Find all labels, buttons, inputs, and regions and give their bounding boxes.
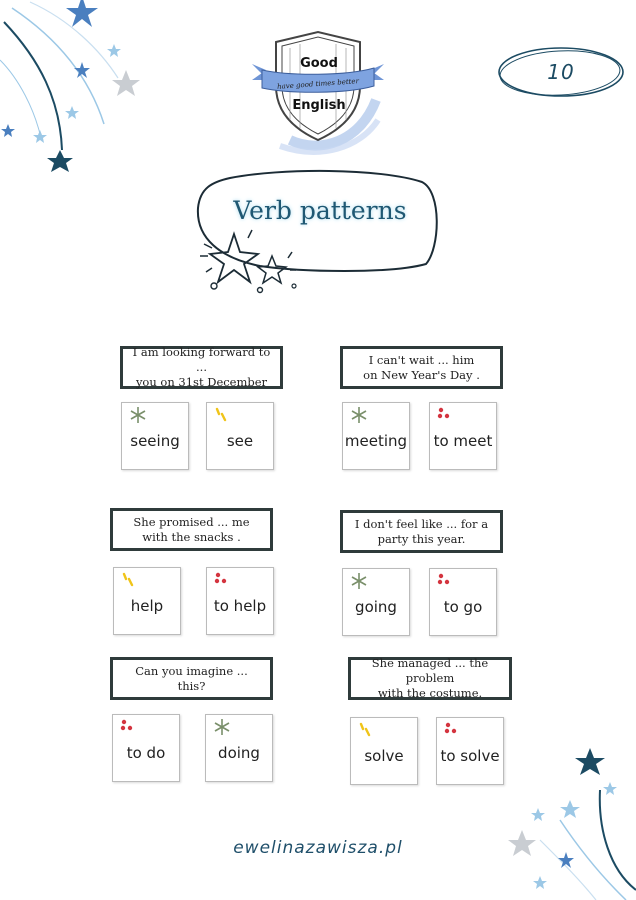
prompt-line: on New Year's Day .: [363, 367, 480, 382]
sparkle-stars-icon: [196, 226, 306, 296]
prompt-line: Can you imagine ...: [135, 663, 248, 678]
prompt-line: She managed ... the problem: [371, 656, 489, 685]
answer-label: doing: [218, 744, 260, 762]
exercise-prompt: [340, 346, 503, 389]
yellow-dashes-icon: [213, 405, 233, 425]
exercise-prompt: [348, 657, 512, 700]
answer-card-see[interactable]: [206, 402, 274, 470]
prompt-line: She promised ... me: [133, 514, 250, 529]
red-dots-icon: [436, 571, 456, 591]
logo-bottom-word: English: [292, 98, 346, 113]
answer-card-to-solve[interactable]: [436, 717, 504, 785]
answer-card-meeting[interactable]: [342, 402, 410, 470]
green-asterisk-icon: [212, 717, 232, 737]
answer-label: going: [355, 598, 397, 616]
exercise-prompt: [110, 657, 273, 700]
yellow-dashes-icon: [357, 720, 377, 740]
red-dots-icon: [119, 717, 139, 737]
answer-label: seeing: [130, 432, 180, 450]
answer-card-to-do[interactable]: [112, 714, 180, 782]
answer-card-going[interactable]: [342, 568, 410, 636]
green-asterisk-icon: [349, 571, 369, 591]
answer-label: meeting: [344, 432, 408, 450]
answer-label: help: [130, 597, 164, 615]
answer-label: solve: [364, 747, 404, 765]
prompt-line: with the snacks .: [142, 529, 241, 544]
answer-card-solve[interactable]: [350, 717, 418, 785]
answer-label: to meet: [433, 432, 493, 450]
prompt-line: you on 31st December: [135, 375, 268, 389]
red-dots-icon: [213, 570, 233, 590]
green-asterisk-icon: [128, 405, 148, 425]
red-dots-icon: [436, 405, 456, 425]
red-dots-icon: [443, 720, 463, 740]
footer-website[interactable]: ewelinazawisza.pl: [233, 838, 403, 858]
prompt-line: with the costume.: [377, 686, 483, 700]
prompt-line: this?: [177, 678, 206, 693]
answer-card-help[interactable]: [113, 567, 181, 635]
answer-card-to-meet[interactable]: [429, 402, 497, 470]
page-number: 10: [547, 60, 575, 84]
shield-icon: [250, 30, 386, 156]
answer-card-doing[interactable]: [205, 714, 273, 782]
green-asterisk-icon: [349, 405, 369, 425]
page-title: Verb patterns: [233, 196, 407, 225]
prompt-line: I don't feel like ... for a: [354, 516, 489, 531]
star-icon: [66, 0, 98, 27]
logo-motto: have good times better: [276, 77, 360, 91]
prompt-line: I can't wait ... him: [368, 352, 475, 367]
prompt-line: I am looking forward to ...: [132, 345, 271, 374]
exercise-prompt: [120, 346, 283, 389]
answer-label: to help: [213, 597, 267, 615]
answer-card-to-go[interactable]: [429, 568, 497, 636]
answer-card-to-help[interactable]: [206, 567, 274, 635]
yellow-dashes-icon: [120, 570, 140, 590]
prompt-line: party this year.: [377, 531, 466, 546]
exercise-prompt: [110, 508, 273, 551]
answer-card-seeing[interactable]: [121, 402, 189, 470]
answer-label: to do: [126, 744, 166, 762]
exercise-prompt: [340, 510, 503, 553]
logo: [250, 30, 386, 156]
logo-top-word: Good: [300, 56, 338, 71]
answer-label: to solve: [440, 747, 500, 765]
answer-label: see: [226, 432, 254, 450]
answer-label: to go: [443, 598, 483, 616]
